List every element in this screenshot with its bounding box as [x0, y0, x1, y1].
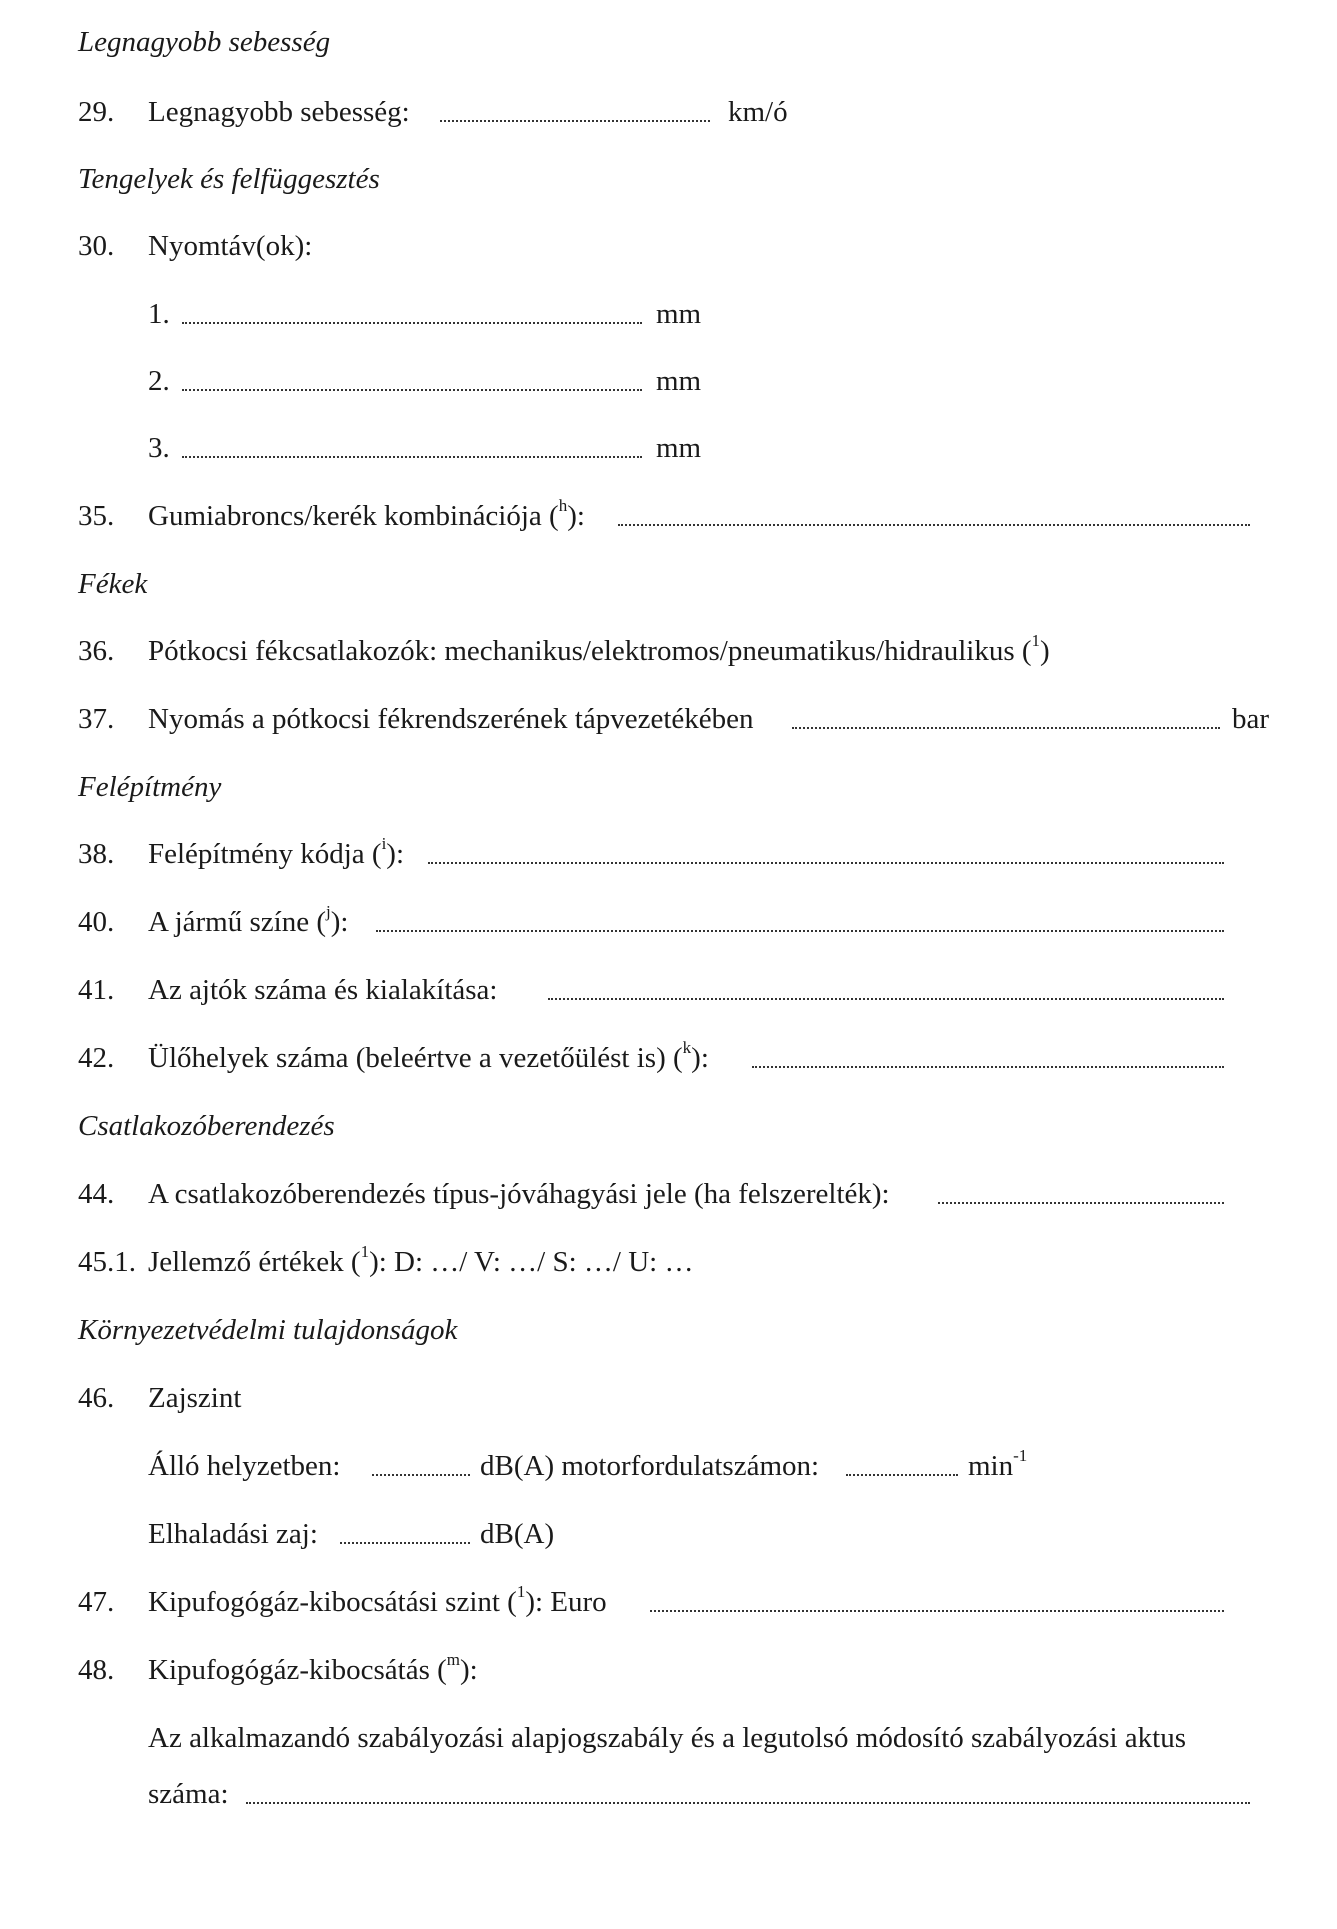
item-number-35: 35.	[78, 500, 115, 532]
fill-in-vehicle-colour	[376, 930, 1224, 932]
item-number-29: 29.	[78, 96, 115, 128]
track-number-1: 1.	[148, 298, 170, 330]
fill-in-body-code	[428, 862, 1224, 864]
item-label-max-speed: Legnagyobb sebesség:	[148, 96, 410, 128]
unit-kmh: km/ó	[728, 96, 788, 128]
fill-in-regulatory-act-number	[246, 1802, 1250, 1804]
fill-in-track-1	[182, 322, 642, 324]
item-number-37: 37.	[78, 703, 115, 735]
section-heading-brakes: Fékek	[78, 568, 148, 600]
item-label-brake-pressure: Nyomás a pótkocsi fékrendszerének tápvezetékében	[148, 703, 754, 735]
fill-in-brake-pressure	[792, 727, 1220, 729]
item-label-characteristic-values: Jellemző értékek ($^1$): D: …/ V: …/ S: …/ U: …	[148, 1242, 694, 1278]
fill-in-coupling-approval-mark	[938, 1202, 1224, 1204]
fill-in-track-3	[182, 456, 642, 458]
item-label-exhaust-emissions: Kipufogógáz-kibocsátás ($^m$):	[148, 1650, 478, 1686]
section-heading-body: Felépítmény	[78, 771, 222, 803]
item-number-40: 40.	[78, 906, 115, 938]
regulatory-act-number-label: száma:	[148, 1778, 229, 1810]
item-number-44: 44.	[78, 1178, 115, 1210]
unit-bar: bar	[1232, 703, 1270, 735]
section-heading-coupling: Csatlakozóberendezés	[78, 1110, 335, 1142]
fill-in-noise-pass-by	[340, 1542, 470, 1544]
unit-mm-3: mm	[656, 432, 702, 464]
noise-stationary-label: Álló helyzetben:	[148, 1450, 341, 1482]
item-number-42: 42.	[78, 1042, 115, 1074]
fill-in-track-2	[182, 389, 642, 391]
item-label-doors: Az ajtók száma és kialakítása:	[148, 974, 498, 1006]
noise-pass-by-unit: dB(A)	[480, 1518, 555, 1550]
regulatory-act-text: Az alkalmazandó szabályozási alapjogszabály és a legutolsó módosító szabályozási aktus	[148, 1722, 1187, 1754]
item-number-48: 48.	[78, 1654, 115, 1686]
fill-in-max-speed	[440, 120, 710, 122]
fill-in-seats	[752, 1066, 1224, 1068]
item-number-46: 46.	[78, 1382, 115, 1414]
item-number-47: 47.	[78, 1586, 115, 1618]
noise-pass-by-label: Elhaladási zaj:	[148, 1518, 318, 1550]
item-label-emission-level: Kipufogógáz-kibocsátási szint ($^1$): Euro	[148, 1582, 607, 1618]
unit-mm-2: mm	[656, 365, 702, 397]
item-label-trailer-brake-connectors: Pótkocsi fékcsatlakozók: mechanikus/elektromos/pneumatikus/hidraulikus ($^1$)	[148, 631, 1050, 667]
section-heading-environment: Környezetvédelmi tulajdonságok	[78, 1314, 458, 1346]
unit-mm-1: mm	[656, 298, 702, 330]
fill-in-emission-level	[650, 1610, 1224, 1612]
item-number-45-1: 45.1.	[78, 1246, 136, 1278]
item-label-tyre-wheel: Gumiabroncs/kerék kombinációja ($^h$):	[148, 496, 585, 532]
item-label-noise-level: Zajszint	[148, 1382, 242, 1414]
item-number-30: 30.	[78, 230, 115, 262]
item-label-track: Nyomtáv(ok):	[148, 230, 313, 262]
track-number-3: 3.	[148, 432, 170, 464]
noise-stationary-unit: dB(A) motorfordulatszámon:	[480, 1450, 820, 1482]
fill-in-noise-stationary	[372, 1474, 470, 1476]
section-heading-axles: Tengelyek és felfüggesztés	[78, 163, 380, 195]
item-label-coupling-approval-mark: A csatlakozóberendezés típus-jóváhagyási jele (ha felszerelték):	[148, 1178, 890, 1210]
item-label-vehicle-colour: A jármű színe ($^j$):	[148, 902, 349, 938]
fill-in-tyre-wheel	[618, 524, 1250, 526]
section-heading-speed: Legnagyobb sebesség	[78, 26, 331, 58]
item-number-36: 36.	[78, 635, 115, 667]
unit-min-1: $\min^{-1}$	[968, 1446, 1028, 1482]
item-number-41: 41.	[78, 974, 115, 1006]
item-label-seats: Ülőhelyek száma (beleértve a vezetőülést is) ($^k$):	[148, 1038, 709, 1074]
item-number-38: 38.	[78, 838, 115, 870]
fill-in-doors	[548, 998, 1224, 1000]
fill-in-engine-speed	[846, 1474, 958, 1476]
track-number-2: 2.	[148, 365, 170, 397]
item-label-body-code: Felépítmény kódja ($^i$):	[148, 834, 405, 870]
